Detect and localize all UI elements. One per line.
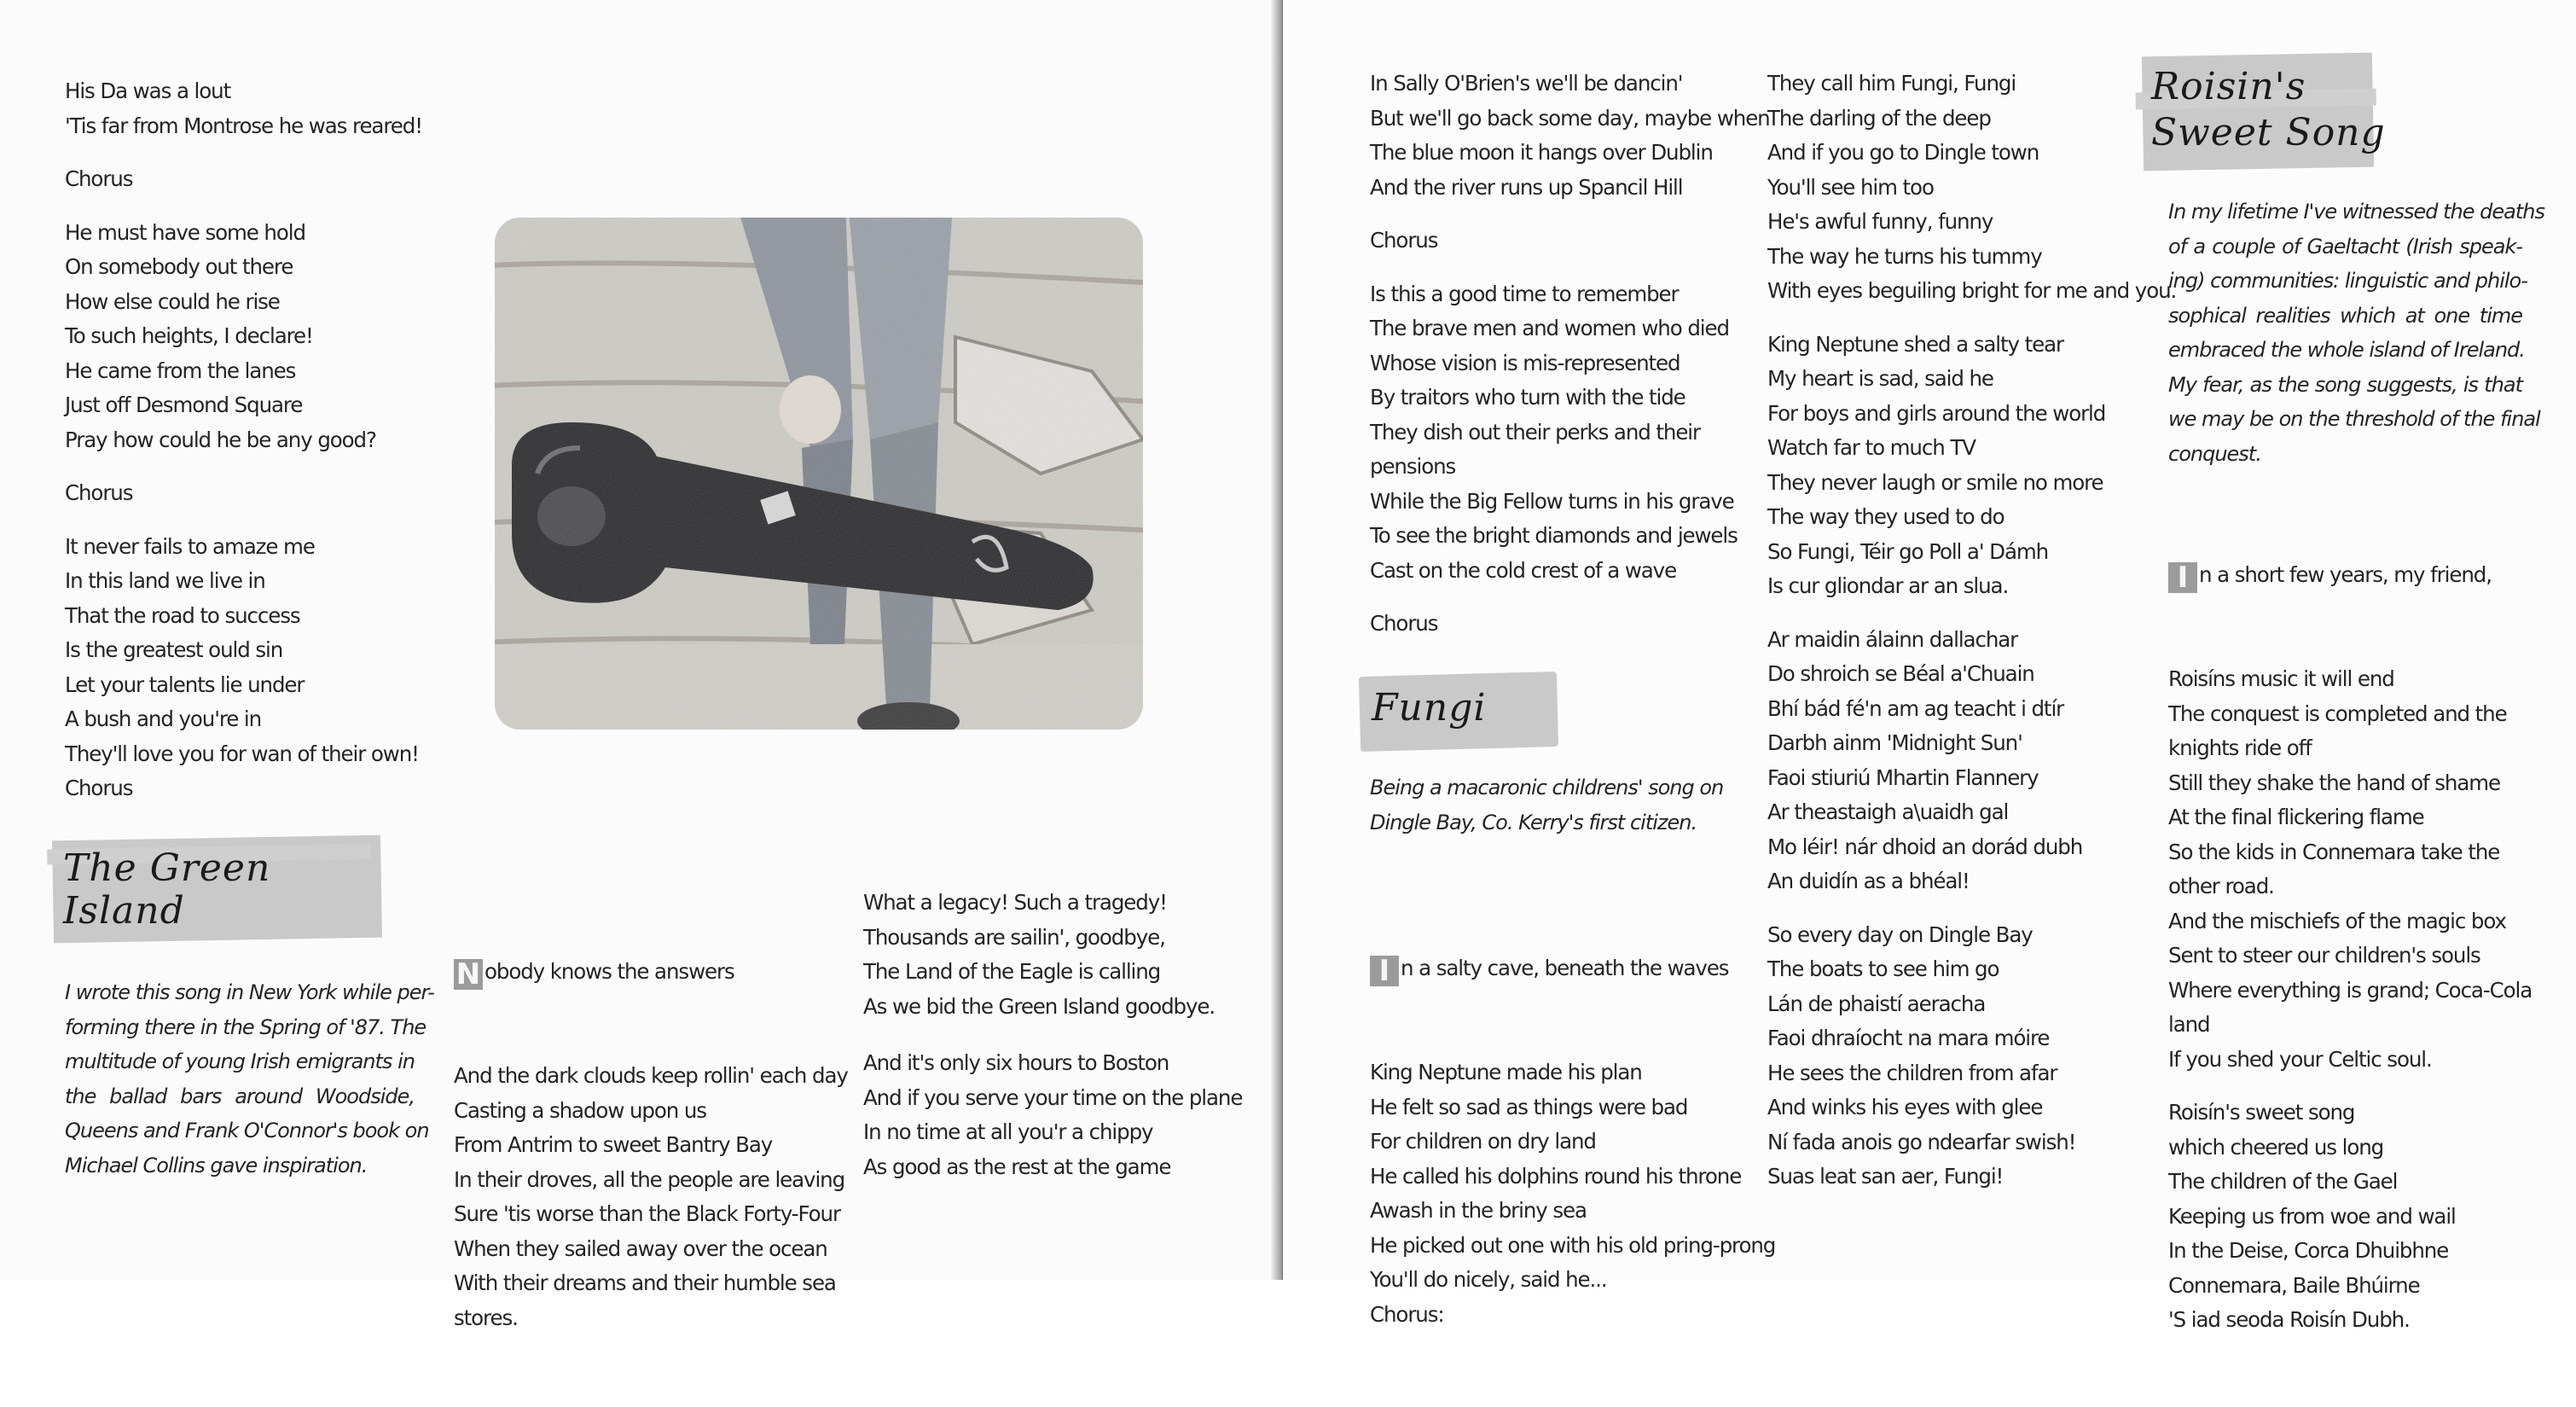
lyric-line: And if you go to Dingle town bbox=[1767, 140, 2039, 165]
intro-line: ing) communities: linguistic and philo- bbox=[2168, 269, 2527, 293]
song-end-column-right bbox=[1370, 67, 1770, 642]
lyric-line: If you shed your Celtic soul. bbox=[2168, 1046, 2432, 1072]
lyric-line: They never laugh or smile no more bbox=[1767, 469, 2103, 495]
left-page bbox=[0, 0, 1279, 1330]
lyric-line: In the Deise, Corca Dhuibhne bbox=[2168, 1238, 2449, 1263]
lyric-line: In Sally O'Brien's we'll be dancin' bbox=[1370, 71, 1683, 96]
lyric-line: With eyes beguiling bright for me and you. bbox=[1767, 278, 2177, 303]
intro-line: conquest. bbox=[2168, 441, 2261, 466]
lyric-line: While the Big Fellow turns in his grave bbox=[1370, 488, 1734, 514]
lyric-line: In their droves, all the people are leaving bbox=[454, 1166, 845, 1192]
lyric-line: At the final flickering flame bbox=[2168, 805, 2424, 829]
lyric-line: So every day on Dingle Bay bbox=[1767, 922, 2033, 947]
lyric-line: Chorus bbox=[1370, 611, 1438, 636]
guitar-case-photo bbox=[444, 166, 1203, 781]
lyric-line: King Neptune shed a salty tear bbox=[1767, 331, 2063, 357]
right-page bbox=[1283, 0, 2576, 1332]
lyric-line: Is the greatest ould sin bbox=[65, 637, 283, 662]
lyric-line: Ní fada anois go ndearfar swish! bbox=[1767, 1129, 2076, 1154]
lyric-line: For boys and girls around the world bbox=[1767, 400, 2106, 426]
lyric-line: You'll do nicely, said he... bbox=[1370, 1267, 1607, 1292]
lyric-line: He's awful funny, funny bbox=[1767, 209, 1993, 234]
lyric-line: stores. bbox=[454, 1305, 518, 1330]
lyric-line: They dish out their perks and their bbox=[1370, 419, 1700, 445]
roisin-intro bbox=[2168, 195, 2544, 471]
roisin-title-line1: Roisin's bbox=[2151, 65, 2306, 108]
lyric-line: My heart is sad, said he bbox=[1767, 366, 1993, 391]
dropcap-i-fungi: I bbox=[1370, 956, 1399, 986]
stanza-gap bbox=[1370, 205, 1770, 224]
lyric-line: Casting a shadow upon us bbox=[454, 1097, 706, 1123]
lyric-line: knights ride off bbox=[2168, 735, 2312, 760]
lyric-line: What a legacy! Such a tragedy! bbox=[863, 890, 1167, 915]
green-island-title-line1: The Green bbox=[63, 846, 271, 890]
lyric-line: In this land we live in bbox=[65, 568, 265, 593]
lyric-line: From Antrim to sweet Bantry Bay bbox=[454, 1132, 773, 1157]
intro-line: Michael Collins gave inspiration. bbox=[65, 1153, 368, 1177]
lyric-line: On somebody out there bbox=[65, 254, 293, 279]
lyric-line: pensions bbox=[1370, 454, 1456, 479]
intro-line: My fear, as the song suggests, is that bbox=[2168, 372, 2522, 397]
lyric-line: Chorus: bbox=[1370, 1301, 1444, 1327]
lyric-line: They call him Fungi, Fungi bbox=[1767, 71, 2016, 96]
lyric-line: Roisíns music it will end bbox=[2168, 666, 2394, 691]
lyric-line: other road. bbox=[2168, 874, 2274, 898]
lyric-line: He came from the lanes bbox=[65, 358, 296, 383]
intro-line: In my lifetime I've witnessed the deaths bbox=[2168, 200, 2544, 224]
lyric-line: Lán de phaistí aeracha bbox=[1767, 991, 1986, 1016]
lyric-line: The Land of the Eagle is calling bbox=[863, 959, 1161, 984]
lyric-line: How else could he rise bbox=[65, 288, 280, 314]
lyric-line: Keeping us from woe and wail bbox=[2168, 1203, 2456, 1229]
lyric-line: That the road to success bbox=[65, 602, 300, 628]
lyric-line: Faoi dhraíocht na mara móire bbox=[1767, 1026, 2050, 1050]
lyric-line: Roisín's sweet song bbox=[2168, 1100, 2355, 1125]
lyric-line: Chorus bbox=[65, 480, 133, 505]
lyric-line: Pray how could he be any good? bbox=[65, 427, 376, 452]
lyric-line: With their dreams and their humble sea bbox=[454, 1270, 836, 1295]
lyric-line: Chorus bbox=[1370, 228, 1438, 253]
roisin-title-line2: Sweet Song bbox=[2151, 111, 2386, 154]
lyric-line: He sees the children from afar bbox=[1767, 1060, 2057, 1085]
stanza-gap bbox=[1767, 899, 2176, 918]
lyric-line: It never fails to amaze me bbox=[65, 533, 315, 559]
intro-line: of a couple of Gaeltacht (Irish speak- bbox=[2168, 234, 2522, 259]
lyric-line: To see the bright diamonds and jewels bbox=[1370, 523, 1738, 548]
lyric-line: Sure 'tis worse than the Black Forty-Four bbox=[454, 1201, 840, 1226]
lyric-line: For children on dry land bbox=[1370, 1129, 1596, 1154]
intro-line: forming there in the Spring of '87. The bbox=[65, 1015, 426, 1039]
stanza-gap bbox=[65, 143, 422, 162]
lyric-line: And the river runs up Spancil Hill bbox=[1370, 174, 1683, 200]
stanza-gap bbox=[1767, 604, 2176, 623]
lyric-line: Just off Desmond Square bbox=[65, 392, 303, 417]
lyric-line: And the dark clouds keep rollin' each day bbox=[454, 1063, 848, 1088]
roisin-verse bbox=[2168, 489, 2532, 1407]
lyric-line: Chorus bbox=[65, 166, 133, 191]
lyric-line: Faoi stiuriú Mhartin Flannery bbox=[1767, 765, 2039, 790]
intro-line: sophical realities which at one time bbox=[2168, 303, 2522, 328]
lyric-line: Ar maidin álainn dallachar bbox=[1767, 626, 2018, 652]
verse-first-line: n a salty cave, beneath the waves bbox=[1401, 956, 1729, 980]
lyric-line: King Neptune made his plan bbox=[1370, 1060, 1642, 1084]
stanza-gap bbox=[65, 457, 422, 476]
lyric-line: Chorus bbox=[65, 776, 133, 800]
lyric-line: Awash in the briny sea bbox=[1370, 1198, 1587, 1223]
lyric-line: He called his dolphins round his throne bbox=[1370, 1163, 1742, 1189]
intro-line: Queens and Frank O'Connor's book on bbox=[65, 1119, 429, 1142]
stanza-gap bbox=[1370, 259, 1770, 277]
lyric-line: Let your talents lie under bbox=[65, 672, 305, 697]
lyric-line: Ar theastaigh a\uaidh gal bbox=[1767, 799, 2009, 824]
lyric-line: 'S iad seoda Roisín Dubh. bbox=[2168, 1307, 2410, 1332]
lyric-line: In no time at all you'r a chippy bbox=[863, 1119, 1153, 1144]
lyric-line: And winks his eyes with glee bbox=[1767, 1095, 2043, 1119]
lyric-line: To such heights, I declare! bbox=[65, 323, 313, 348]
intro-line: Being a macaronic childrens' song on bbox=[1370, 776, 1724, 799]
lyric-line: The darling of the deep bbox=[1767, 105, 1991, 131]
lyric-line: Bhí bád fé'n am ag teacht i dtír bbox=[1767, 695, 2064, 721]
green-island-title-line2: Island bbox=[63, 889, 185, 933]
intro-line: multitude of young Irish emigrants in bbox=[65, 1049, 415, 1073]
stanza-gap bbox=[1767, 309, 2176, 328]
lyric-line: Do shroich se Béal a'Chuain bbox=[1767, 661, 2034, 686]
stanza-gap bbox=[863, 1024, 1242, 1046]
green-island-column-3 bbox=[863, 886, 1242, 1184]
dropcap-i-roisin: I bbox=[2168, 562, 2197, 593]
fungi-intro bbox=[1370, 770, 1724, 840]
lyric-line: The way they used to do bbox=[1767, 504, 2005, 529]
stanza-gap bbox=[65, 197, 422, 216]
lyric-line: Darbh ainm 'Midnight Sun' bbox=[1767, 730, 2022, 755]
lyric-line: So Fungi, Téir go Poll a' Dámh bbox=[1767, 538, 2049, 564]
lyric-line: They'll love you for wan of their own! bbox=[65, 741, 419, 766]
lyric-line: He picked out one with his old pring-prong bbox=[1370, 1232, 1776, 1258]
lyric-line: Sent to steer our children's souls bbox=[2168, 943, 2480, 968]
fungi-title: Fungi bbox=[1372, 686, 1487, 730]
intro-line: I wrote this song in New York while per- bbox=[65, 980, 434, 1004]
fungi-column-2 bbox=[1767, 67, 2176, 1195]
lyric-line: But we'll go back some day, maybe when bbox=[1370, 105, 1770, 131]
fungi-verse-1 bbox=[1370, 882, 1775, 1401]
stanza-gap bbox=[65, 511, 422, 530]
lyric-line: An duidín as a bhéal! bbox=[1767, 869, 1970, 893]
lyric-line: Watch far to much TV bbox=[1767, 435, 1976, 460]
lyric-line: The way he turns his tummy bbox=[1767, 243, 2042, 269]
lyric-line: And it's only six hours to Boston bbox=[863, 1050, 1169, 1075]
lyric-line: As we bid the Green Island goodbye. bbox=[863, 993, 1215, 1019]
lyric-line: Mo léir! nár dhoid an dorád dubh bbox=[1767, 834, 2083, 859]
stanza-gap bbox=[2168, 1077, 2532, 1096]
lyric-line: Cast on the cold crest of a wave bbox=[1370, 557, 1677, 583]
intro-line: the ballad bars around Woodside, bbox=[65, 1084, 415, 1108]
lyric-line: His Da was a lout bbox=[65, 78, 231, 103]
lyric-line: Whose vision is mis-represented bbox=[1370, 350, 1680, 375]
lyric-line: As good as the rest at the game bbox=[863, 1154, 1171, 1179]
lyric-line: Connemara, Baile Bhúirne bbox=[2168, 1272, 2420, 1298]
song-end-column bbox=[65, 74, 422, 806]
lyric-line: The blue moon it hangs over Dublin bbox=[1370, 140, 1713, 165]
lyric-line: Where everything is grand; Coca-Cola bbox=[2168, 977, 2532, 1003]
lyric-line: 'Tis far from Montrose he was reared! bbox=[65, 113, 422, 138]
lyric-line: You'll see him too bbox=[1767, 174, 1934, 200]
lyric-line: And the mischiefs of the magic box bbox=[2168, 908, 2506, 933]
lyric-line: land bbox=[2168, 1012, 2210, 1037]
dropcap-n: N bbox=[454, 959, 483, 990]
lyric-line: So the kids in Connemara take the bbox=[2168, 839, 2500, 864]
lyric-line: Thousands are sailin', goodbye, bbox=[863, 924, 1165, 950]
lyric-line: A bush and you're in bbox=[65, 706, 262, 731]
green-island-verse-1 bbox=[454, 886, 848, 1404]
lyric-line: The children of the Gael bbox=[2168, 1169, 2398, 1194]
lyric-line: which cheered us long bbox=[2168, 1134, 2384, 1160]
lyric-line: When they sailed away over the ocean bbox=[454, 1235, 827, 1261]
green-island-intro bbox=[65, 975, 434, 1183]
lyric-line: He felt so sad as things were bad bbox=[1370, 1094, 1688, 1119]
lyric-line: And if you serve your time on the plane bbox=[863, 1084, 1243, 1110]
intro-line: we may be on the threshold of the final bbox=[2168, 407, 2540, 431]
lyric-line: The conquest is completed and the bbox=[2168, 701, 2507, 726]
verse-first-line: obody knows the answers bbox=[484, 959, 734, 984]
lyric-line: By traitors who turn with the tide bbox=[1370, 385, 1685, 410]
lyric-line: Suas leat san aer, Fungi! bbox=[1767, 1164, 2004, 1189]
stanza-gap bbox=[1370, 588, 1770, 607]
lyric-line: The brave men and women who died bbox=[1370, 316, 1729, 340]
lyric-line: Is this a good time to remember bbox=[1370, 281, 1679, 306]
lyric-line: Is cur gliondar ar an slua. bbox=[1767, 573, 2009, 598]
lyric-line: The boats to see him go bbox=[1767, 956, 1999, 981]
intro-line: embraced the whole island of Ireland. bbox=[2168, 338, 2525, 362]
verse-first-line: n a short few years, my friend, bbox=[2199, 562, 2492, 587]
lyric-line: He must have some hold bbox=[65, 219, 305, 245]
intro-line: Dingle Bay, Co. Kerry's first citizen. bbox=[1370, 810, 1697, 834]
lyric-line: Still they shake the hand of shame bbox=[2168, 770, 2500, 795]
